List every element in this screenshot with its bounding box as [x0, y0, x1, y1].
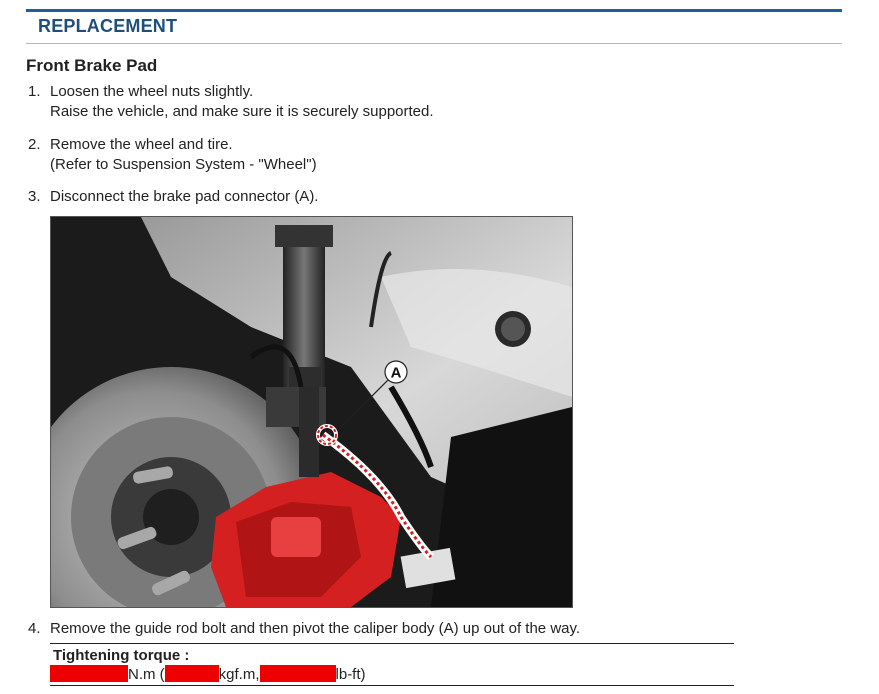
step-text: Remove the guide rod bolt and then pivot the caliper body (A) up out of the way. [50, 620, 581, 637]
step-subtext: (Refer to Suspension System - "Wheel") [50, 156, 317, 173]
torque-unit-nm: N.m ( [128, 666, 165, 683]
section-title: REPLACEMENT [38, 16, 178, 36]
step-subtext: Raise the vehicle, and make sure it is securely supported. [50, 103, 434, 120]
section-divider [26, 43, 842, 44]
step-4 [28, 619, 581, 639]
step-number: 1. [28, 83, 41, 100]
torque-unit-lbft: lb-ft) [335, 666, 366, 683]
step-number: 4. [28, 620, 41, 637]
torque-rule-bottom [50, 685, 734, 686]
step-text: Loosen the wheel nuts slightly. [50, 83, 254, 100]
procedure-heading: Front Brake Pad [26, 56, 158, 75]
torque-values [50, 665, 366, 683]
brake-photo [50, 216, 573, 608]
torque-unit-kgf: kgf.m, [218, 666, 260, 683]
step-number: 3. [28, 188, 41, 205]
step-text: Disconnect the brake pad connector (A). [50, 188, 319, 205]
redacted-value-nm [50, 665, 128, 682]
step-2 [28, 135, 317, 173]
torque-rule-top [50, 643, 734, 644]
callout-label: A [390, 364, 402, 382]
redacted-value-lbft [260, 665, 336, 682]
redacted-value-kgf [165, 665, 219, 682]
torque-label: Tightening torque : [53, 647, 190, 664]
header-top-rule [26, 9, 842, 12]
step-1 [28, 82, 434, 120]
step-text: Remove the wheel and tire. [50, 136, 233, 153]
step-3 [28, 187, 319, 207]
step-number: 2. [28, 136, 41, 153]
